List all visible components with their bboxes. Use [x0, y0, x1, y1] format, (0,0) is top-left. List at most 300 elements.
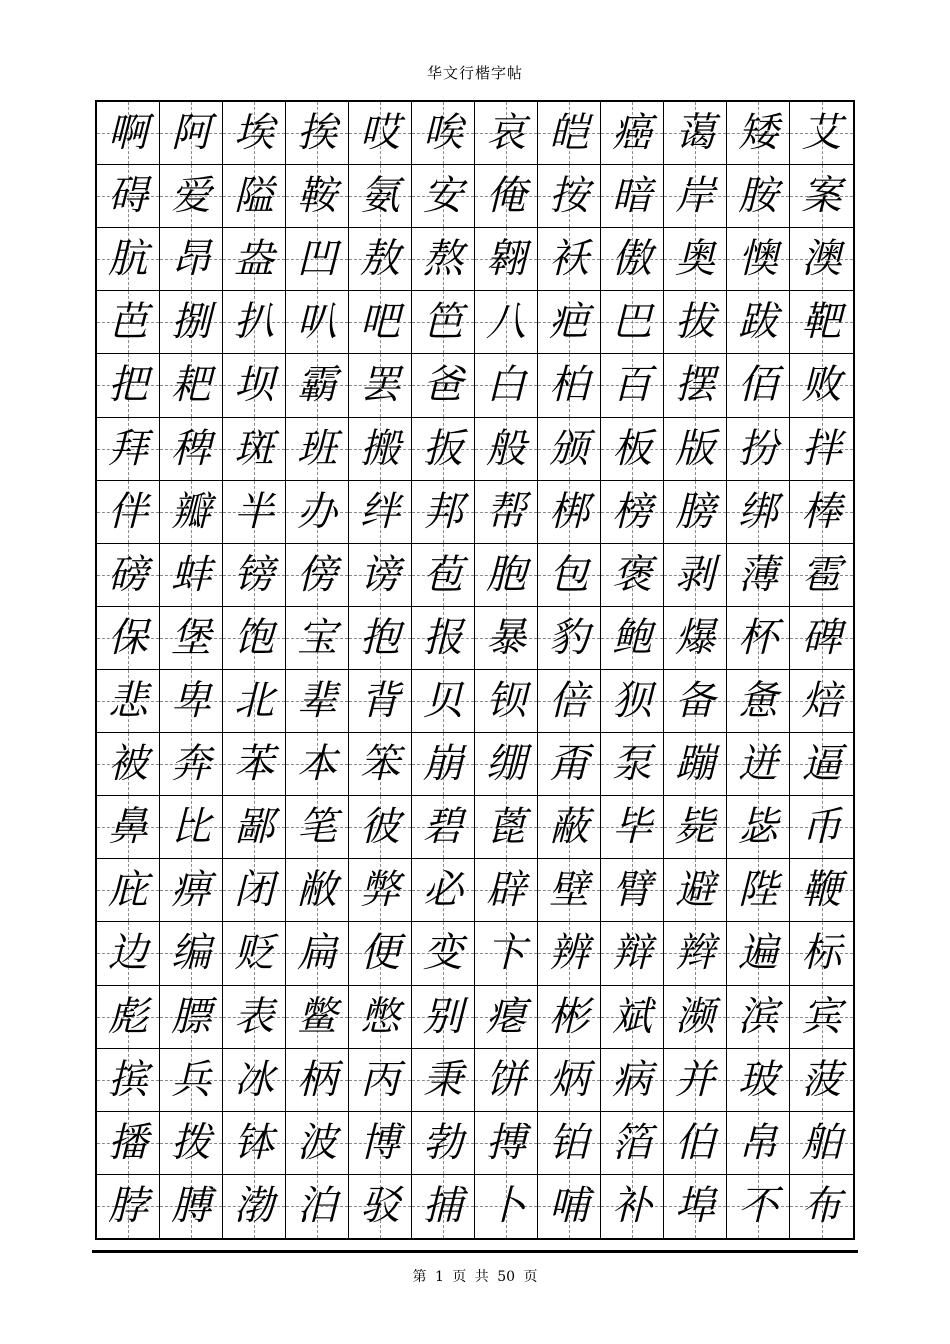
- character-cell: [223, 165, 286, 228]
- character-glyph: 被: [108, 741, 148, 788]
- character-glyph: 抱: [360, 614, 400, 661]
- character-cell: [664, 1175, 727, 1238]
- character-cell: [349, 1175, 412, 1238]
- character-cell: [538, 859, 601, 922]
- character-cell: [97, 102, 160, 165]
- character-cell: [286, 733, 349, 796]
- character-glyph: 暗: [612, 173, 652, 220]
- character-glyph: 昂: [171, 236, 211, 283]
- character-glyph: 傲: [612, 236, 652, 283]
- character-glyph: 钡: [486, 678, 526, 725]
- character-glyph: 剥: [675, 551, 715, 598]
- character-cell: [97, 418, 160, 481]
- character-glyph: 毖: [738, 804, 778, 851]
- character-cell: [160, 670, 223, 733]
- character-cell: [349, 1112, 412, 1175]
- character-cell: [412, 165, 475, 228]
- character-glyph: 扒: [234, 299, 274, 346]
- character-glyph: 傍: [297, 551, 337, 598]
- character-cell: [727, 670, 790, 733]
- character-glyph: 扳: [423, 425, 463, 472]
- character-glyph: 保: [108, 614, 148, 661]
- character-cell: [790, 607, 853, 670]
- character-cell: [664, 544, 727, 607]
- character-glyph: 褒: [612, 551, 652, 598]
- character-glyph: 遍: [738, 930, 778, 977]
- character-glyph: 霸: [297, 362, 337, 409]
- character-glyph: 邦: [423, 488, 463, 535]
- bottom-rule: [92, 1250, 858, 1253]
- character-cell: [601, 418, 664, 481]
- character-glyph: 凹: [297, 236, 337, 283]
- character-cell: [475, 986, 538, 1049]
- character-glyph: 报: [423, 614, 463, 661]
- character-glyph: 翱: [486, 236, 526, 283]
- character-glyph: 必: [423, 867, 463, 914]
- character-glyph: 标: [801, 930, 842, 977]
- character-cell: [727, 607, 790, 670]
- character-glyph: 奥: [675, 236, 715, 283]
- character-glyph: 绷: [486, 741, 526, 788]
- character-glyph: 鲍: [612, 614, 652, 661]
- character-glyph: 挨: [297, 110, 337, 157]
- character-cell: [790, 670, 853, 733]
- character-cell: [727, 228, 790, 291]
- character-glyph: 箔: [612, 1119, 652, 1166]
- character-glyph: 弊: [360, 867, 400, 914]
- character-cell: [664, 1112, 727, 1175]
- character-glyph: 吧: [360, 299, 400, 346]
- character-cell: [349, 291, 412, 354]
- character-cell: [223, 1049, 286, 1112]
- character-cell: [286, 544, 349, 607]
- character-glyph: 狈: [612, 678, 652, 725]
- character-cell: [664, 354, 727, 417]
- character-cell: [223, 670, 286, 733]
- character-cell: [286, 102, 349, 165]
- character-cell: [664, 1049, 727, 1112]
- character-glyph: 摈: [108, 1056, 148, 1103]
- character-cell: [475, 1175, 538, 1238]
- character-cell: [97, 481, 160, 544]
- character-cell: [664, 165, 727, 228]
- character-cell: [727, 733, 790, 796]
- character-glyph: 斌: [612, 993, 652, 1040]
- character-cell: [475, 607, 538, 670]
- character-glyph: 哺: [549, 1183, 589, 1230]
- character-cell: [601, 165, 664, 228]
- character-glyph: 谤: [360, 551, 400, 598]
- character-cell: [790, 1175, 853, 1238]
- character-cell: [286, 418, 349, 481]
- character-cell: [664, 733, 727, 796]
- character-glyph: 绊: [360, 488, 400, 535]
- character-cell: [664, 102, 727, 165]
- character-cell: [97, 544, 160, 607]
- character-cell: [664, 986, 727, 1049]
- character-cell: [601, 796, 664, 859]
- character-cell: [475, 165, 538, 228]
- character-glyph: 堡: [171, 614, 211, 661]
- character-glyph: 崩: [423, 741, 463, 788]
- character-glyph: 爸: [423, 362, 463, 409]
- character-cell: [412, 1112, 475, 1175]
- character-glyph: 氨: [360, 173, 400, 220]
- character-glyph: 并: [675, 1056, 715, 1103]
- character-cell: [727, 986, 790, 1049]
- character-cell: [790, 102, 853, 165]
- character-cell: [475, 922, 538, 985]
- character-cell: [349, 859, 412, 922]
- character-glyph: 惫: [738, 678, 778, 725]
- character-cell: [790, 165, 853, 228]
- character-glyph: 胺: [738, 173, 778, 220]
- character-cell: [160, 228, 223, 291]
- character-glyph: 敝: [297, 867, 337, 914]
- character-glyph: 唉: [423, 110, 463, 157]
- character-glyph: 拔: [675, 299, 715, 346]
- character-glyph: 叭: [297, 299, 337, 346]
- character-cell: [475, 1112, 538, 1175]
- character-cell: [601, 228, 664, 291]
- character-cell: [286, 1112, 349, 1175]
- character-cell: [601, 986, 664, 1049]
- character-glyph: 笆: [423, 299, 463, 346]
- character-cell: [727, 1049, 790, 1112]
- character-glyph: 棒: [801, 488, 842, 535]
- character-grid: [95, 100, 855, 1240]
- character-glyph: 勃: [423, 1119, 463, 1166]
- character-cell: [160, 291, 223, 354]
- character-glyph: 笨: [360, 741, 400, 788]
- character-glyph: 辟: [486, 867, 526, 914]
- character-glyph: 皑: [549, 110, 589, 157]
- character-cell: [664, 670, 727, 733]
- character-glyph: 埠: [675, 1183, 715, 1230]
- character-cell: [349, 796, 412, 859]
- character-glyph: 毙: [675, 804, 715, 851]
- character-glyph: 彪: [108, 993, 148, 1040]
- character-glyph: 卑: [171, 678, 211, 725]
- character-glyph: 病: [612, 1056, 652, 1103]
- character-glyph: 鳖: [297, 993, 337, 1040]
- character-cell: [160, 607, 223, 670]
- character-glyph: 瓣: [171, 488, 211, 535]
- character-cell: [160, 1175, 223, 1238]
- character-glyph: 憋: [360, 993, 400, 1040]
- character-cell: [97, 228, 160, 291]
- character-glyph: 爱: [171, 173, 211, 220]
- character-cell: [601, 354, 664, 417]
- character-glyph: 彬: [549, 993, 589, 1040]
- character-glyph: 哎: [360, 110, 400, 157]
- character-glyph: 迸: [738, 741, 778, 788]
- character-glyph: 癌: [612, 110, 652, 157]
- character-glyph: 表: [234, 993, 274, 1040]
- character-glyph: 八: [486, 299, 526, 346]
- character-glyph: 扁: [297, 930, 337, 977]
- character-glyph: 饼: [486, 1056, 526, 1103]
- character-cell: [97, 922, 160, 985]
- character-glyph: 板: [612, 425, 652, 472]
- character-cell: [790, 859, 853, 922]
- character-glyph: 膘: [171, 993, 211, 1040]
- character-cell: [664, 922, 727, 985]
- character-glyph: 壁: [549, 867, 589, 914]
- character-glyph: 不: [738, 1183, 778, 1230]
- character-glyph: 倍: [549, 678, 589, 725]
- character-glyph: 矮: [738, 110, 778, 157]
- character-cell: [160, 796, 223, 859]
- character-glyph: 苯: [234, 741, 274, 788]
- character-cell: [286, 859, 349, 922]
- character-glyph: 镑: [234, 551, 274, 598]
- character-glyph: 捕: [423, 1183, 463, 1230]
- character-cell: [475, 544, 538, 607]
- character-glyph: 隘: [234, 173, 274, 220]
- character-glyph: 芭: [108, 299, 148, 346]
- character-glyph: 笔: [297, 804, 337, 851]
- character-glyph: 编: [171, 930, 211, 977]
- character-glyph: 暴: [486, 614, 526, 661]
- character-cell: [223, 544, 286, 607]
- character-glyph: 搬: [360, 425, 400, 472]
- character-cell: [601, 922, 664, 985]
- character-cell: [349, 986, 412, 1049]
- character-glyph: 帛: [738, 1119, 778, 1166]
- character-glyph: 蔼: [675, 110, 715, 157]
- character-cell: [97, 859, 160, 922]
- character-glyph: 膀: [675, 488, 715, 535]
- character-cell: [223, 607, 286, 670]
- character-glyph: 按: [549, 173, 589, 220]
- character-glyph: 案: [801, 173, 842, 220]
- character-cell: [412, 1049, 475, 1112]
- character-glyph: 柄: [297, 1056, 337, 1103]
- character-glyph: 榜: [612, 488, 652, 535]
- character-glyph: 豹: [549, 614, 589, 661]
- character-cell: [223, 733, 286, 796]
- character-cell: [790, 228, 853, 291]
- character-cell: [538, 291, 601, 354]
- character-glyph: 蔽: [549, 804, 589, 851]
- character-glyph: 播: [108, 1119, 148, 1166]
- character-cell: [538, 354, 601, 417]
- character-cell: [475, 228, 538, 291]
- character-glyph: 彼: [360, 804, 400, 851]
- character-glyph: 哀: [486, 110, 526, 157]
- character-cell: [538, 1175, 601, 1238]
- character-cell: [412, 670, 475, 733]
- character-cell: [412, 354, 475, 417]
- character-glyph: 罢: [360, 362, 400, 409]
- character-cell: [727, 418, 790, 481]
- character-glyph: 拨: [171, 1119, 211, 1166]
- character-cell: [538, 1049, 601, 1112]
- character-cell: [727, 102, 790, 165]
- character-cell: [538, 796, 601, 859]
- character-cell: [538, 733, 601, 796]
- character-glyph: 驳: [360, 1183, 400, 1230]
- character-glyph: 雹: [801, 551, 842, 598]
- character-cell: [601, 670, 664, 733]
- character-cell: [601, 1112, 664, 1175]
- character-cell: [286, 354, 349, 417]
- character-glyph: 佰: [738, 362, 778, 409]
- character-cell: [286, 670, 349, 733]
- character-cell: [538, 607, 601, 670]
- character-cell: [349, 481, 412, 544]
- character-cell: [790, 544, 853, 607]
- character-glyph: 袄: [549, 236, 589, 283]
- character-glyph: 办: [297, 488, 337, 535]
- character-cell: [475, 291, 538, 354]
- character-glyph: 甭: [549, 741, 589, 788]
- character-glyph: 爆: [675, 614, 715, 661]
- character-glyph: 杯: [738, 614, 778, 661]
- character-cell: [97, 796, 160, 859]
- character-glyph: 饱: [234, 614, 274, 661]
- character-glyph: 半: [234, 488, 274, 535]
- character-glyph: 蹦: [675, 741, 715, 788]
- character-glyph: 比: [171, 804, 211, 851]
- character-glyph: 舶: [801, 1119, 842, 1166]
- character-cell: [790, 291, 853, 354]
- character-glyph: 拜: [108, 425, 148, 472]
- character-cell: [601, 544, 664, 607]
- character-glyph: 备: [675, 678, 715, 725]
- character-cell: [286, 291, 349, 354]
- character-cell: [727, 1175, 790, 1238]
- character-glyph: 逼: [801, 741, 842, 788]
- character-glyph: 胞: [486, 551, 526, 598]
- character-cell: [727, 544, 790, 607]
- character-glyph: 鼻: [108, 804, 148, 851]
- character-cell: [475, 418, 538, 481]
- character-glyph: 悲: [108, 678, 148, 725]
- character-cell: [790, 922, 853, 985]
- character-glyph: 补: [612, 1183, 652, 1230]
- character-glyph: 陛: [738, 867, 778, 914]
- character-cell: [727, 481, 790, 544]
- character-glyph: 搏: [486, 1119, 526, 1166]
- character-glyph: 碧: [423, 804, 463, 851]
- character-cell: [223, 418, 286, 481]
- character-cell: [790, 1112, 853, 1175]
- character-glyph: 渤: [234, 1183, 274, 1230]
- character-cell: [538, 102, 601, 165]
- character-cell: [475, 354, 538, 417]
- character-cell: [727, 859, 790, 922]
- character-cell: [412, 418, 475, 481]
- character-cell: [286, 986, 349, 1049]
- character-glyph: 别: [423, 993, 463, 1040]
- character-cell: [412, 1175, 475, 1238]
- character-glyph: 冰: [234, 1056, 274, 1103]
- character-glyph: 辩: [612, 930, 652, 977]
- character-glyph: 鞍: [297, 173, 337, 220]
- character-glyph: 百: [612, 362, 652, 409]
- character-cell: [412, 922, 475, 985]
- character-cell: [790, 1049, 853, 1112]
- character-glyph: 闭: [234, 867, 274, 914]
- character-glyph: 背: [360, 678, 400, 725]
- character-cell: [475, 859, 538, 922]
- character-cell: [223, 291, 286, 354]
- character-cell: [223, 1112, 286, 1175]
- character-cell: [790, 418, 853, 481]
- character-glyph: 避: [675, 867, 715, 914]
- character-glyph: 毕: [612, 804, 652, 851]
- character-cell: [601, 102, 664, 165]
- character-cell: [412, 544, 475, 607]
- character-glyph: 包: [549, 551, 589, 598]
- character-cell: [223, 1175, 286, 1238]
- character-cell: [286, 922, 349, 985]
- character-cell: [727, 796, 790, 859]
- character-glyph: 澳: [801, 236, 842, 283]
- character-glyph: 脖: [108, 1183, 148, 1230]
- character-glyph: 颁: [549, 425, 589, 472]
- character-cell: [790, 733, 853, 796]
- character-cell: [601, 1175, 664, 1238]
- character-cell: [160, 986, 223, 1049]
- character-glyph: 岸: [675, 173, 715, 220]
- character-glyph: 瘪: [486, 993, 526, 1040]
- character-glyph: 膊: [171, 1183, 211, 1230]
- character-glyph: 蚌: [171, 551, 211, 598]
- character-cell: [223, 986, 286, 1049]
- character-glyph: 巴: [612, 299, 652, 346]
- character-cell: [538, 986, 601, 1049]
- character-cell: [97, 1175, 160, 1238]
- character-cell: [664, 291, 727, 354]
- character-cell: [538, 228, 601, 291]
- character-glyph: 阿: [171, 110, 211, 157]
- character-cell: [223, 228, 286, 291]
- character-glyph: 泵: [612, 741, 652, 788]
- character-glyph: 磅: [108, 551, 148, 598]
- character-glyph: 庇: [108, 867, 148, 914]
- character-glyph: 北: [234, 678, 274, 725]
- character-glyph: 盎: [234, 236, 274, 283]
- character-glyph: 焙: [801, 678, 842, 725]
- character-cell: [412, 796, 475, 859]
- character-glyph: 班: [297, 425, 337, 472]
- character-cell: [412, 859, 475, 922]
- character-cell: [349, 607, 412, 670]
- character-cell: [349, 228, 412, 291]
- character-glyph: 斑: [234, 425, 274, 472]
- character-glyph: 捌: [171, 299, 211, 346]
- character-glyph: 跋: [738, 299, 778, 346]
- character-glyph: 摆: [675, 362, 715, 409]
- character-glyph: 耙: [171, 362, 211, 409]
- page-footer: 第 1 页 共 50 页: [412, 1269, 538, 1285]
- character-cell: [727, 165, 790, 228]
- character-glyph: 靶: [801, 299, 842, 346]
- character-cell: [538, 418, 601, 481]
- character-cell: [97, 1112, 160, 1175]
- character-glyph: 奔: [171, 741, 211, 788]
- character-cell: [475, 481, 538, 544]
- character-glyph: 安: [423, 173, 463, 220]
- character-cell: [790, 796, 853, 859]
- character-cell: [349, 1049, 412, 1112]
- character-glyph: 滨: [738, 993, 778, 1040]
- character-glyph: 版: [675, 425, 715, 472]
- character-cell: [601, 607, 664, 670]
